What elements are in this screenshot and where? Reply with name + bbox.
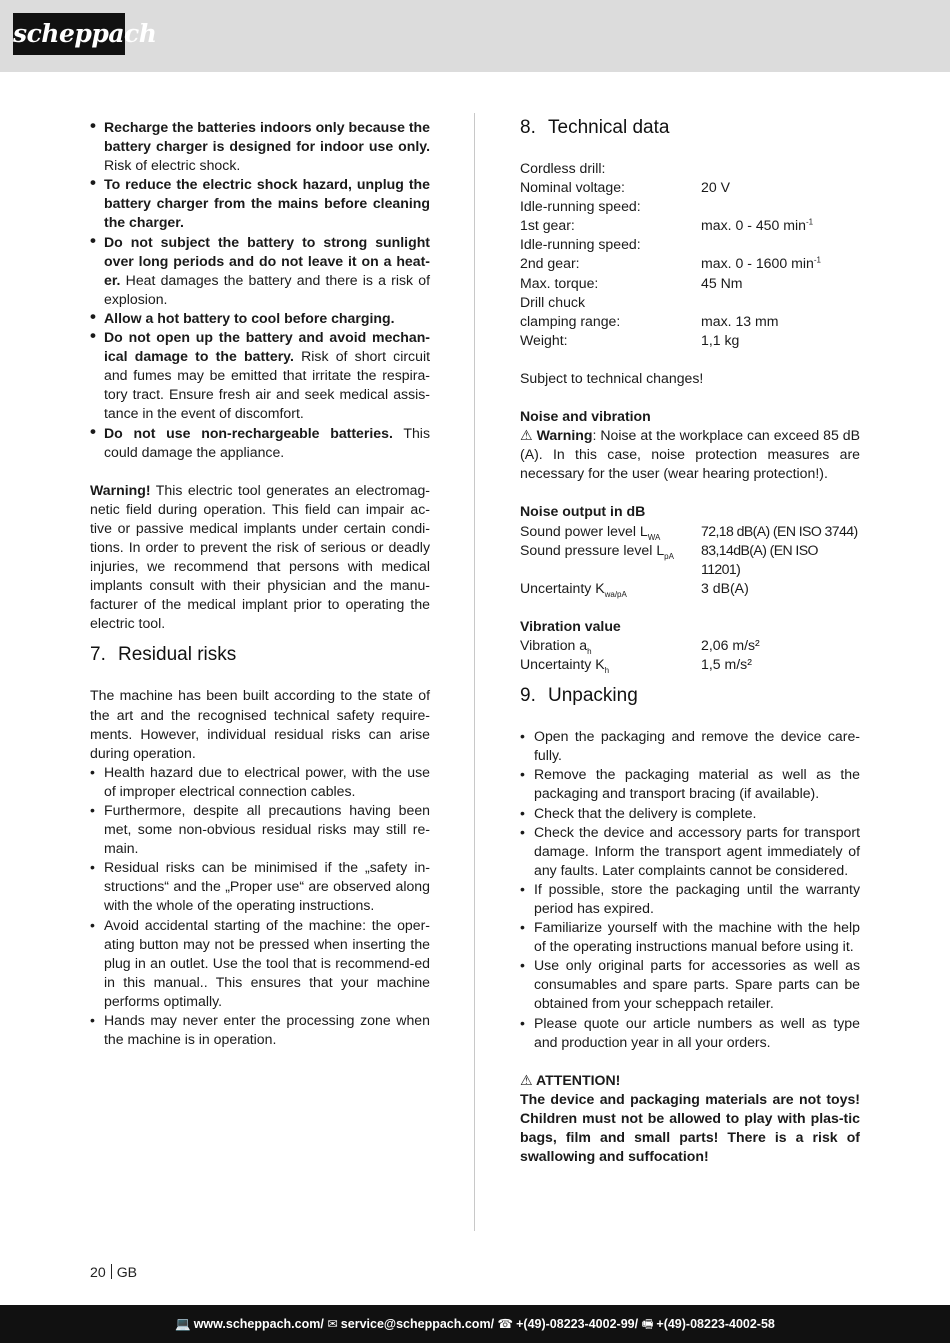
table-row: Uncertainty $K_h$ 1,5 m/s² [520,656,752,675]
list-item: • Recharge the batteries indoors only because the battery charger is designed for indoor use only. Risk of electric shock. [90,118,430,175]
email-icon: ✉ [327,1317,338,1331]
list-item: • Allow a hot battery to cool before charging. [90,309,430,328]
contact-footer: 💻 www.scheppach.com/ ✉ service@scheppach.com/ ☎ +(49)-08223-4002-99/ 🖷 +(49)-08223-4002-58 [0,1305,950,1343]
section-7-heading: 7. Residual risks [90,644,237,666]
emf-warning-paragraph: Warning! This electric tool generates an electromag-netic field during operation. This field can impair ac-tive or passive medical implants under certain condi-tions. In order to prevent the risk of serious or deadly injuries, we recommend that persons with medical implants consult with their physician and the manu-facturer of the medical implant prior to operating the electric tool. [90,481,430,632]
list-item: • Hands may never enter the processing zone when the machine is in operation. [90,1011,430,1049]
computer-icon: 💻 [175,1317,191,1331]
attention-heading: ⚠ ATTENTION! [520,1071,621,1088]
table-row: Idle-running speed: [520,198,641,215]
list-item: • Please quote our article numbers as well as type and production year in all your orders. [520,1014,860,1052]
scheppach-logo: scheppach [13,13,125,55]
list-item: • Check the device and accessory parts for transport damage. Inform the transport agent immediately of any faults. Later complaints cannot be considered. [520,823,860,880]
left-column [90,118,430,1049]
right-column [520,116,860,1166]
list-item: • If possible, store the packaging until the warranty period has expired. [520,880,860,918]
table-row: 2nd gear: max. 0 - 1600 $\min^{-1}$ [520,255,821,272]
list-item: • Use only original parts for accessories as well as consumables and spare parts. Spare parts can be obtained from your scheppach retailer. [520,956,860,1013]
list-item: • Residual risks can be minimised if the „safety in-structions“ and the „Proper use“ are observed along with the whole of the operating instructions. [90,858,430,915]
list-item: • Do not use non-rechargeable batteries. This could damage the appliance. [90,424,430,462]
page-header [0,0,950,72]
table-row: Vibration $a_h$ 2,06 m/s² [520,636,760,656]
website-link[interactable]: www.scheppach.com [193,1317,321,1331]
section-9-heading: 9. Unpacking [520,685,638,707]
fax-number: +(49)-08223-4002-58 [656,1317,775,1331]
noise-output-heading: Noise output in dB [520,503,646,520]
list-item: • Open the packaging and remove the device care-fully. [520,727,860,765]
email-link[interactable]: service@scheppach.com [340,1317,491,1331]
attention-text: The device and packaging materials are not toys! Children must not be allowed to play with plas-tic bags, film and small parts! There is a risk of swallowing and suffocation! [520,1090,860,1165]
unpacking-list [520,727,860,1052]
list-item: • To reduce the electric shock hazard, unplug the battery charger from the mains before cleaning the charger. [90,175,430,232]
phone-icon: ☎ [497,1317,514,1331]
language-code: GB [116,1264,138,1280]
page-separator [111,1264,112,1279]
noise-vibration-heading: Noise and vibration [520,408,651,425]
warning-label: Warning! [90,481,151,498]
list-item: • Avoid accidental starting of the machine: the oper-ating button may not be pressed when inserting the plug in an outlet. Use the tool that is recommend-ed in this manual.. This ensures that your machine performs optimally. [90,916,430,1011]
residual-risks-list [90,763,430,1049]
page-number-footer [90,1264,137,1280]
noise-output-table [520,522,860,598]
table-row: clamping range: max. 13 mm [520,312,779,329]
vibration-table [520,636,860,674]
table-row: Uncertainty $K_{wa/pA}$ 3 dB(A) [520,579,749,599]
column-divider [474,113,475,1231]
list-item: • Do not open up the battery and avoid mechan-ical damage to the battery. Risk of short circuit and fumes may be emitted that irritate the respira-tory tract. Ensure fresh air and seek medical assis-tance in the event of discomfort. [90,328,430,423]
list-item: • Remove the packaging material as well as the packaging and transport bracing (if available). [520,765,860,803]
list-item: • Health hazard due to electrical power, with the use of improper electrical connection cables. [90,763,430,801]
table-row: 1st gear: max. 0 - 450 $\min^{-1}$ [520,217,814,234]
table-row: Cordless drill: [520,160,606,176]
list-item: • Do not subject the battery to strong sunlight over long periods and do not leave it on a heat-er. Heat damages the battery and there is a risk of explosion. [90,233,430,309]
table-row: Weight: 1,1 kg [520,331,740,348]
list-item: • Familiarize yourself with the machine with the help of the operating instructions manual before using it. [520,918,860,956]
residual-risks-intro: The machine has been built according to the state of the art and the recognised technical safety require-ments. However, individual residual risks can arise during operation. [90,687,430,761]
list-item: • Furthermore, despite all precautions having been met, some non-obvious residual risks may still re-main. [90,801,430,858]
table-row: Sound power level $L_{WA}$ 72,18 dB(A) (EN ISO 3744) [520,522,858,542]
section-8-heading: 8. Technical data [520,117,670,138]
table-row: Sound pressure level $L_{pA}$ 83,14dB(A) (EN ISO 11201) [520,541,818,577]
table-row: Max. torque: 45 Nm [520,274,743,291]
technical-data-table [520,159,860,350]
vibration-value-heading: Vibration value [520,617,621,634]
page-number: 20 [90,1264,106,1280]
list-item: • Check that the delivery is complete. [520,804,860,823]
table-row: Drill chuck [520,293,585,310]
subject-to-changes-note: Subject to technical changes! [520,369,704,386]
phone-number: +(49)-08223-4002-99 [516,1317,635,1331]
fax-icon: 🖷 [641,1317,654,1331]
noise-warning-paragraph: ⚠ Warning: Noise at the workplace can exceed 85 dB (A). In this case, noise protection measures are necessary for the user (wear hearing protection!). [520,427,860,482]
battery-safety-list [90,118,430,462]
table-row: Idle-running speed: [520,236,641,253]
noise-warning-label: ⚠ Warning [520,427,593,444]
table-row: Nominal voltage: 20 V [520,179,730,196]
